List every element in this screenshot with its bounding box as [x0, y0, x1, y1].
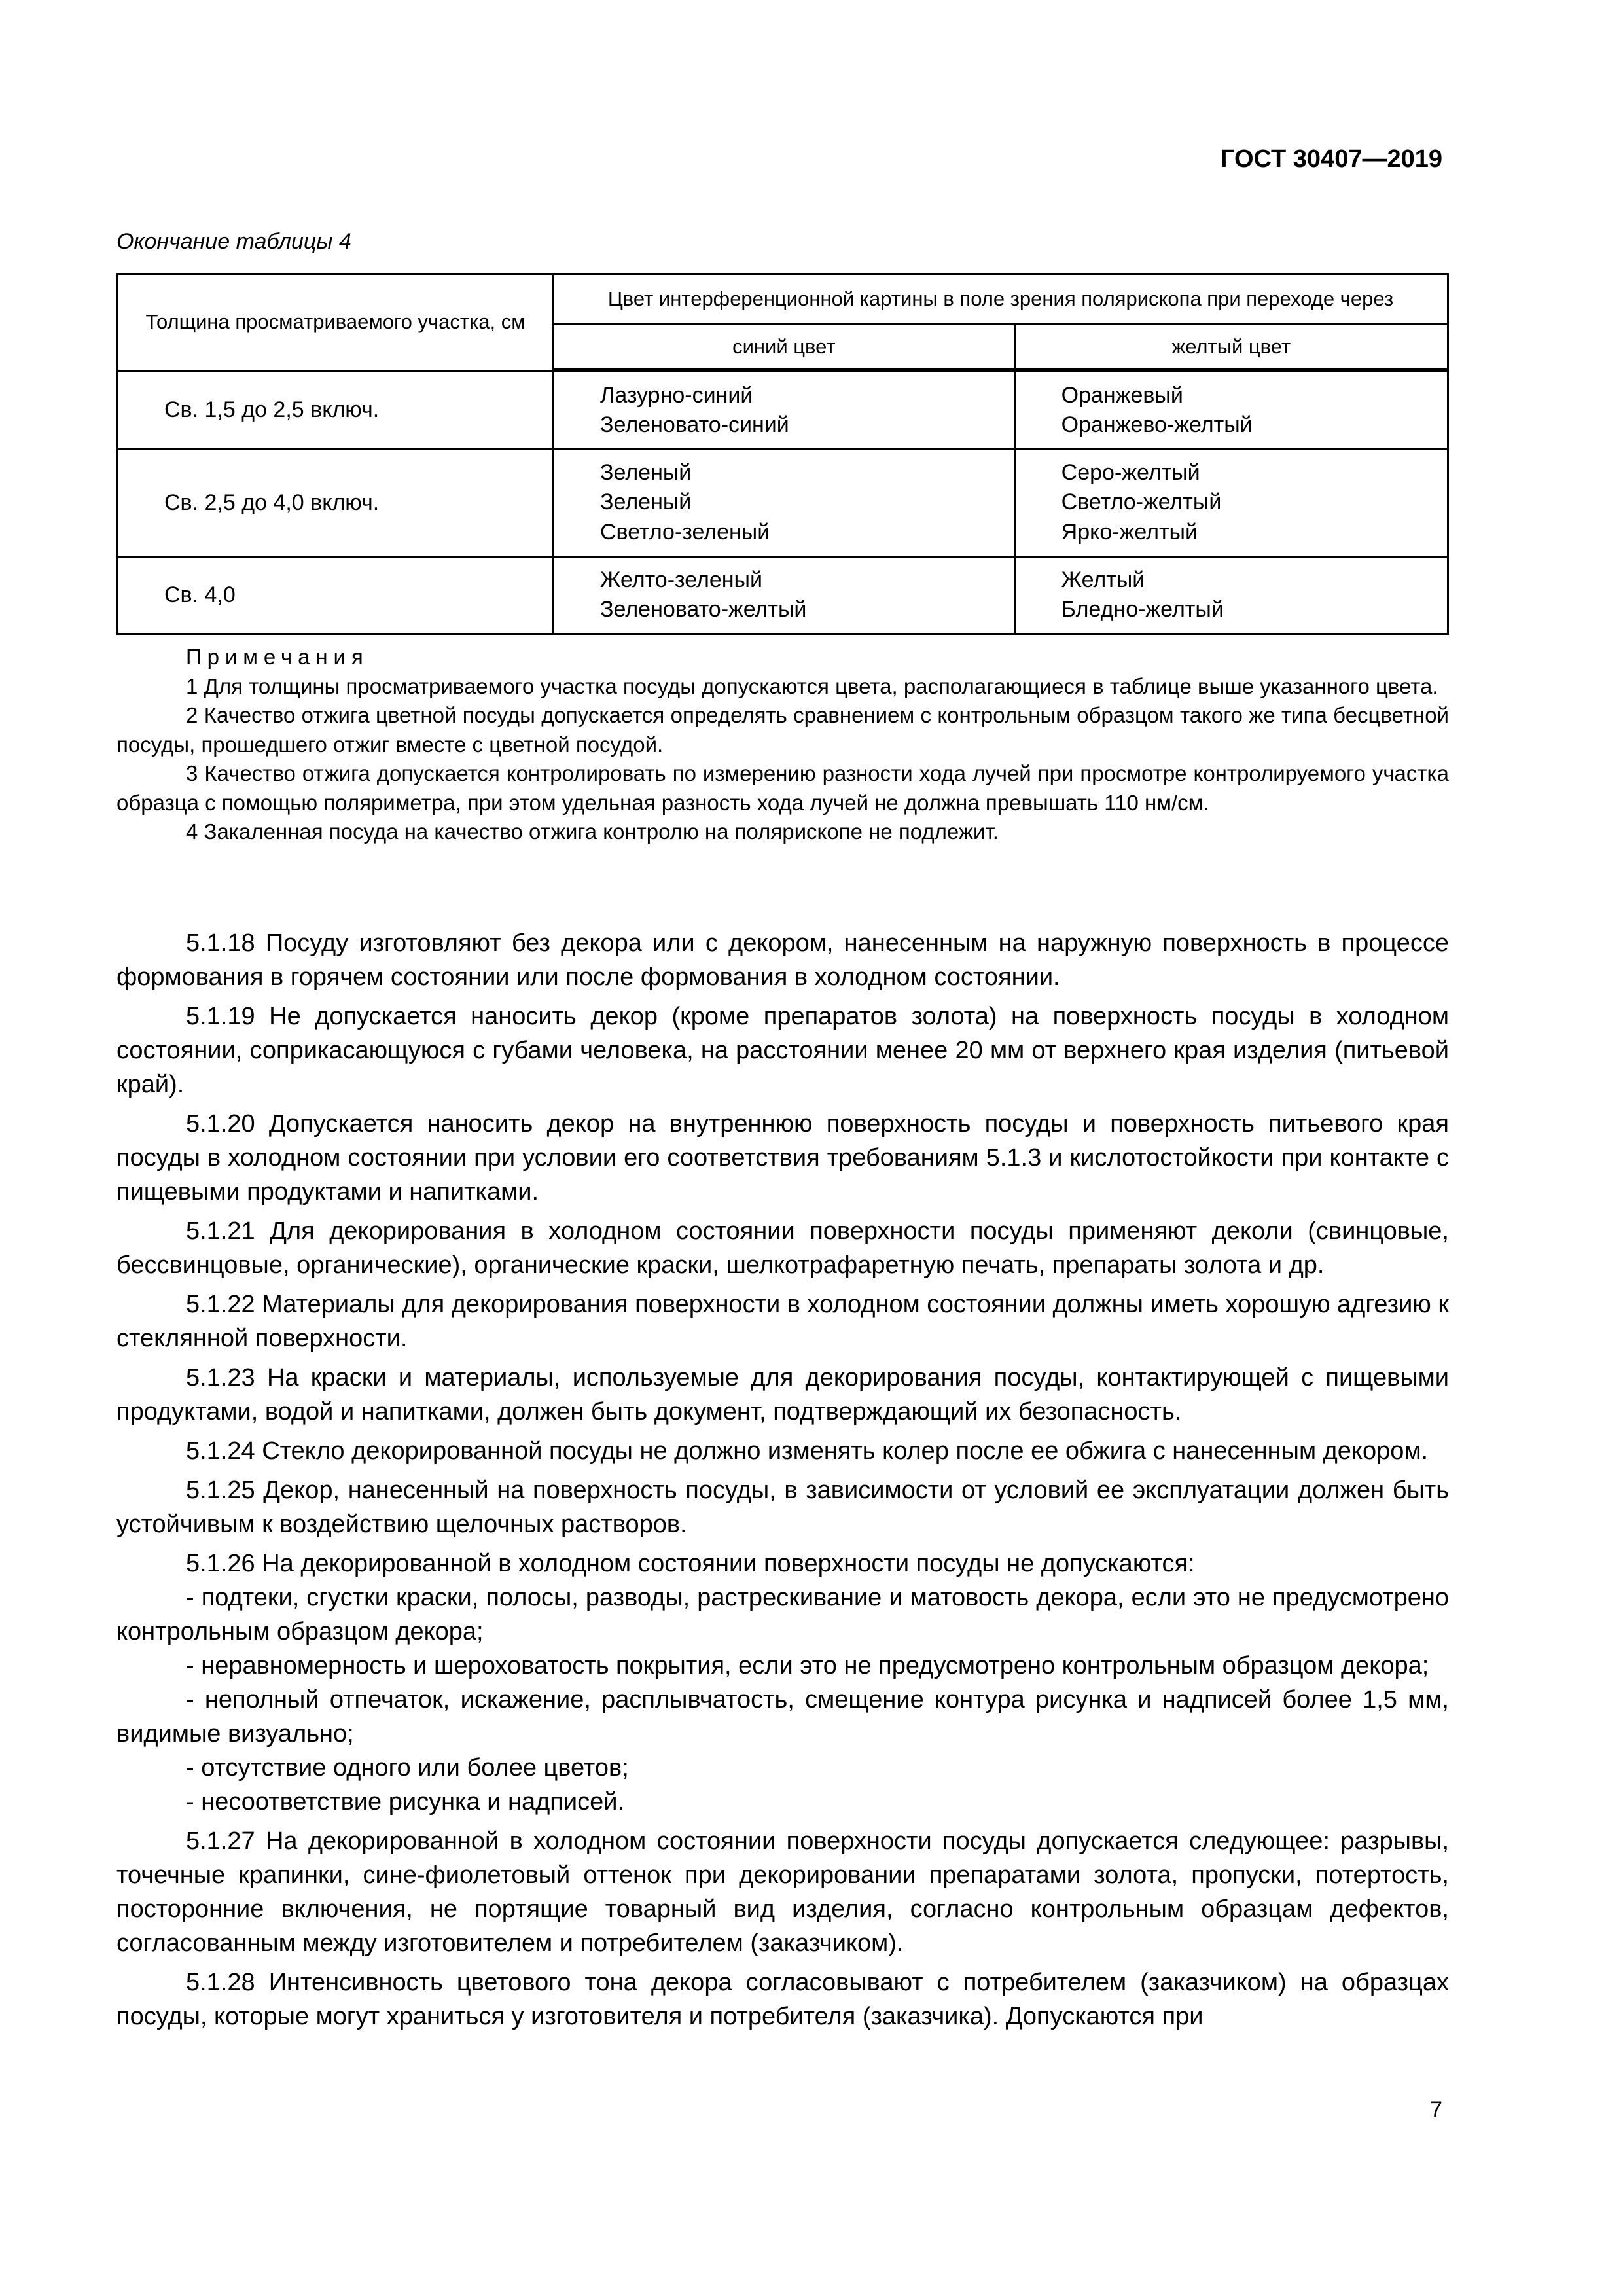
- color-name: Оранжевый: [1061, 382, 1183, 408]
- cell-blue: [554, 370, 1015, 449]
- header-yellow: желтый цвет: [1014, 325, 1448, 371]
- header-color-group: Цвет интерференционной картины в поле зрения полярископа при переходе через: [554, 274, 1448, 325]
- cell-blue: [554, 556, 1015, 634]
- note-item: 1 Для толщины просматриваемого участка посуды допускаются цвета, располагающиеся в таблице выше указанного цвета.: [186, 673, 1438, 698]
- color-name: Лазурно-синий: [600, 382, 753, 408]
- color-name: Зеленовато-желтый: [600, 597, 807, 622]
- clause-5-1-25: 5.1.25 Декор, нанесенный на поверхность посуды, в зависимости от условий ее эксплуатации должен быть устойчивым к воздействию щелочных растворов.: [116, 1477, 1449, 1538]
- header-thickness: Толщина просматриваемого участка, см: [118, 274, 554, 371]
- clause-5-1-24: 5.1.24 Стекло декорированной посуды не должно изменять колер после ее обжига с нанесенным декором.: [186, 1437, 1429, 1465]
- document-code: ГОСТ 30407—2019: [1220, 145, 1442, 173]
- list-item: - подтеки, сгустки краски, полосы, разводы, растрескивание и матовость декора, если это не предусмотрено контрольным образцом декора;: [116, 1584, 1449, 1645]
- color-name: Зеленовато-синий: [600, 412, 789, 437]
- clause-5-1-27: 5.1.27 На декорированной в холодном состоянии поверхности посуды допускается следующее: разрывы, точечные крапинки, сине-фиолетовый оттенок при декорировании препаратами золота, пропуски, потертость, посторонние включения, не портящие товарный вид изделия, согласно контрольным образцам дефектов, согласованным между изготовителем и потребителем (заказчиком).: [116, 1827, 1449, 1957]
- notes-block: [116, 643, 1449, 847]
- color-name: Серо-желтый: [1061, 460, 1200, 486]
- color-name: Зеленый: [600, 460, 692, 486]
- list-item: - неполный отпечаток, искажение, расплывчатость, смещение контура рисунка и надписей более 1,5 мм, видимые визуально;: [116, 1686, 1449, 1748]
- cell-thickness: Св. 4,0: [118, 556, 554, 634]
- notes-title: Примечания: [186, 645, 369, 669]
- clause-5-1-22: 5.1.22 Материалы для декорирования поверхности в холодном состоянии должны иметь хорошую адгезию к стеклянной поверхности.: [116, 1291, 1449, 1352]
- clause-5-1-20: 5.1.20 Допускается наносить декор на внутреннюю поверхность посуды и поверхность питьевого края посуды в холодном состоянии при условии его соответствия требованиям 5.1.3 и кислотостойкости при контакте с пищевыми продуктами и напитками.: [116, 1110, 1449, 1206]
- cell-thickness: Св. 1,5 до 2,5 включ.: [118, 370, 554, 449]
- clause-5-1-18: 5.1.18 Посуду изготовляют без декора или с декором, нанесенным на наружную поверхность в процессе формования в горячем состоянии или после формования в холодном состоянии.: [116, 929, 1449, 991]
- clause-5-1-21: 5.1.21 Для декорирования в холодном состоянии поверхности посуды применяют деколи (свинцовые, бессвинцовые, органические), органические краски, шелкотрафаретную печать, препараты золота и др.: [116, 1217, 1449, 1279]
- header-blue: синий цвет: [554, 325, 1015, 371]
- table-header-row: [118, 274, 1448, 325]
- page-number: 7: [1430, 2097, 1442, 2122]
- table-4: [116, 273, 1449, 635]
- color-name: Желтый: [1061, 567, 1145, 592]
- cell-thickness: Св. 2,5 до 4,0 включ.: [118, 449, 554, 556]
- cell-blue: [554, 449, 1015, 556]
- note-item: 2 Качество отжига цветной посуды допускается определять сравнением с контрольным образцом такого же типа бесцветной посуды, прошедшего отжиг вместе с цветной посудой.: [116, 703, 1449, 757]
- clause-5-1-23: 5.1.23 На краски и материалы, используемые для декорирования посуды, контактирующей с пищевыми продуктами, водой и напитками, должен быть документ, подтверждающий их безопасность.: [116, 1364, 1449, 1426]
- clause-5-1-19: 5.1.19 Не допускается наносить декор (кроме препаратов золота) на поверхность посуды в холодном состоянии, соприкасающуюся с губами человека, на расстоянии менее 20 мм от верхнего края изделия (питьевой край).: [116, 1003, 1449, 1098]
- color-name: Оранжево-желтый: [1061, 412, 1253, 437]
- color-name: Ярко-желтый: [1061, 519, 1198, 545]
- cell-yellow: [1014, 556, 1448, 634]
- color-name: Бледно-желтый: [1061, 597, 1224, 622]
- table-row: [118, 370, 1448, 449]
- color-name: Светло-желтый: [1061, 490, 1222, 515]
- note-item: 3 Качество отжига допускается контролировать по измерению разности хода лучей при просмотре контролируемого участка образца с помощью поляриметра, при этом удельная разность хода лучей не должна превышать 110 нм/см.: [116, 761, 1449, 815]
- cell-yellow: [1014, 449, 1448, 556]
- list-item: - отсутствие одного или более цветов;: [186, 1754, 629, 1782]
- cell-yellow: [1014, 370, 1448, 449]
- note-item: 4 Закаленная посуда на качество отжига контролю на полярископе не подлежит.: [186, 819, 999, 844]
- color-name: Желто-зеленый: [600, 567, 762, 592]
- table-row: [118, 449, 1448, 556]
- list-item: - несоответствие рисунка и надписей.: [186, 1788, 625, 1816]
- list-item: - неравномерность и шероховатость покрытия, если это не предусмотрено контрольным образцом декора;: [186, 1652, 1429, 1679]
- clause-5-1-28: 5.1.28 Интенсивность цветового тона декора согласовывают с потребителем (заказчиком) на образцах посуды, которые могут храниться у изготовителя и потребителя (заказчика). Допускаются при: [116, 1969, 1449, 2030]
- color-name: Зеленый: [600, 490, 692, 515]
- clause-5-1-26: 5.1.26 На декорированной в холодном состоянии поверхности посуды не допускаются:: [186, 1550, 1195, 1577]
- table-caption: Окончание таблицы 4: [116, 229, 351, 254]
- color-name: Светло-зеленый: [600, 519, 770, 545]
- body-text: [116, 926, 1449, 2034]
- table-row: [118, 556, 1448, 634]
